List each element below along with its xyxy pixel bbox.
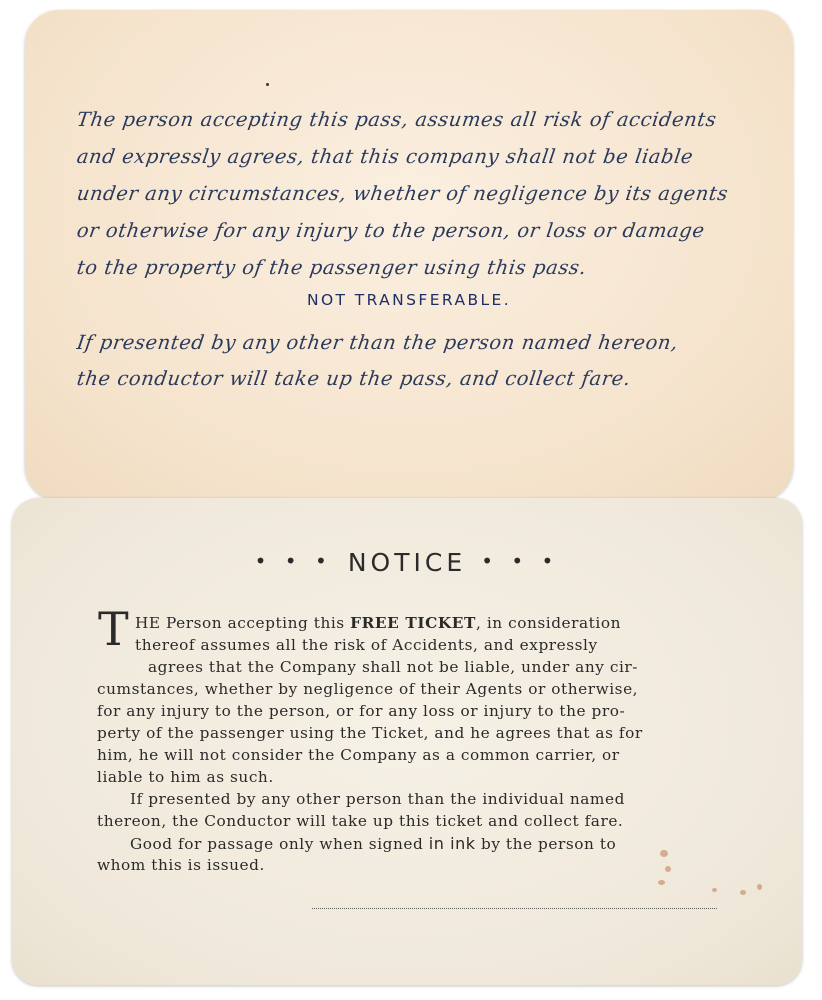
title-dots-left: • • • [254,549,333,573]
title-dots-right: • • • [481,549,560,573]
notice-heading [12,548,802,577]
not-transferable-heading: NOT TRANSFERABLE. [306,291,512,309]
pass-card-back [25,10,793,500]
liability-line-3: under any circumstances, whether of negligence by its agents [75,182,730,205]
notice-line-1-start: HE Person accepting this [135,614,351,632]
signature-line [312,908,717,909]
notice-line-4: cumstances, whether by negligence of their Agents or otherwise, [97,680,639,698]
foxing-stain [757,884,762,890]
notice-line-9: If presented by any other person than the individual named [130,790,625,808]
free-ticket-emphasis: FREE TICKET [350,614,476,632]
liability-line-1: The person accepting this pass, assumes all risk of accidents [75,108,719,131]
notice-line-12: whom this is issued. [97,856,265,874]
foxing-stain [712,888,717,892]
notice-line-11-end: by the person to [475,835,617,853]
presented-line-2: the conductor will take up the pass, and collect fare. [75,367,633,390]
presented-line-1: If presented by any other than the person named hereon, [75,331,680,354]
liability-line-4: or otherwise for any injury to the person, or loss or damage [75,219,707,242]
notice-line-11-start: Good for passage only when signed [130,835,429,853]
notice-line-11 [130,834,616,853]
notice-line-8: liable to him as such. [97,768,274,786]
ink-speck [266,83,269,86]
notice-line-2: thereof assumes all the risk of Accidents, and expressly [135,636,598,654]
notice-line-6: perty of the passenger using the Ticket, and he agrees that as for [97,724,643,742]
foxing-stain [658,880,665,885]
notice-line-1-end: , in consideration [476,614,621,632]
drop-cap: T [98,602,129,656]
notice-line-3: agrees that the Company shall not be liable, under any cir- [148,658,638,676]
liability-line-5: to the property of the passenger using this pass. [75,256,589,279]
notice-line-7: him, he will not consider the Company as a common carrier, or [97,746,620,764]
foxing-stain [660,850,668,857]
notice-title: NOTICE [347,548,467,577]
liability-line-2: and expressly agrees, that this company shall not be liable [75,145,695,168]
notice-line-10: thereon, the Conductor will take up this ticket and collect fare. [97,812,624,830]
notice-line-5: for any injury to the person, or for any loss or injury to the pro- [97,702,626,720]
foxing-stain [665,866,671,872]
notice-line-1 [135,614,621,632]
foxing-stain [740,890,746,895]
free-ticket-notice-card [12,498,802,985]
in-ink-emphasis: in ink [428,834,476,853]
